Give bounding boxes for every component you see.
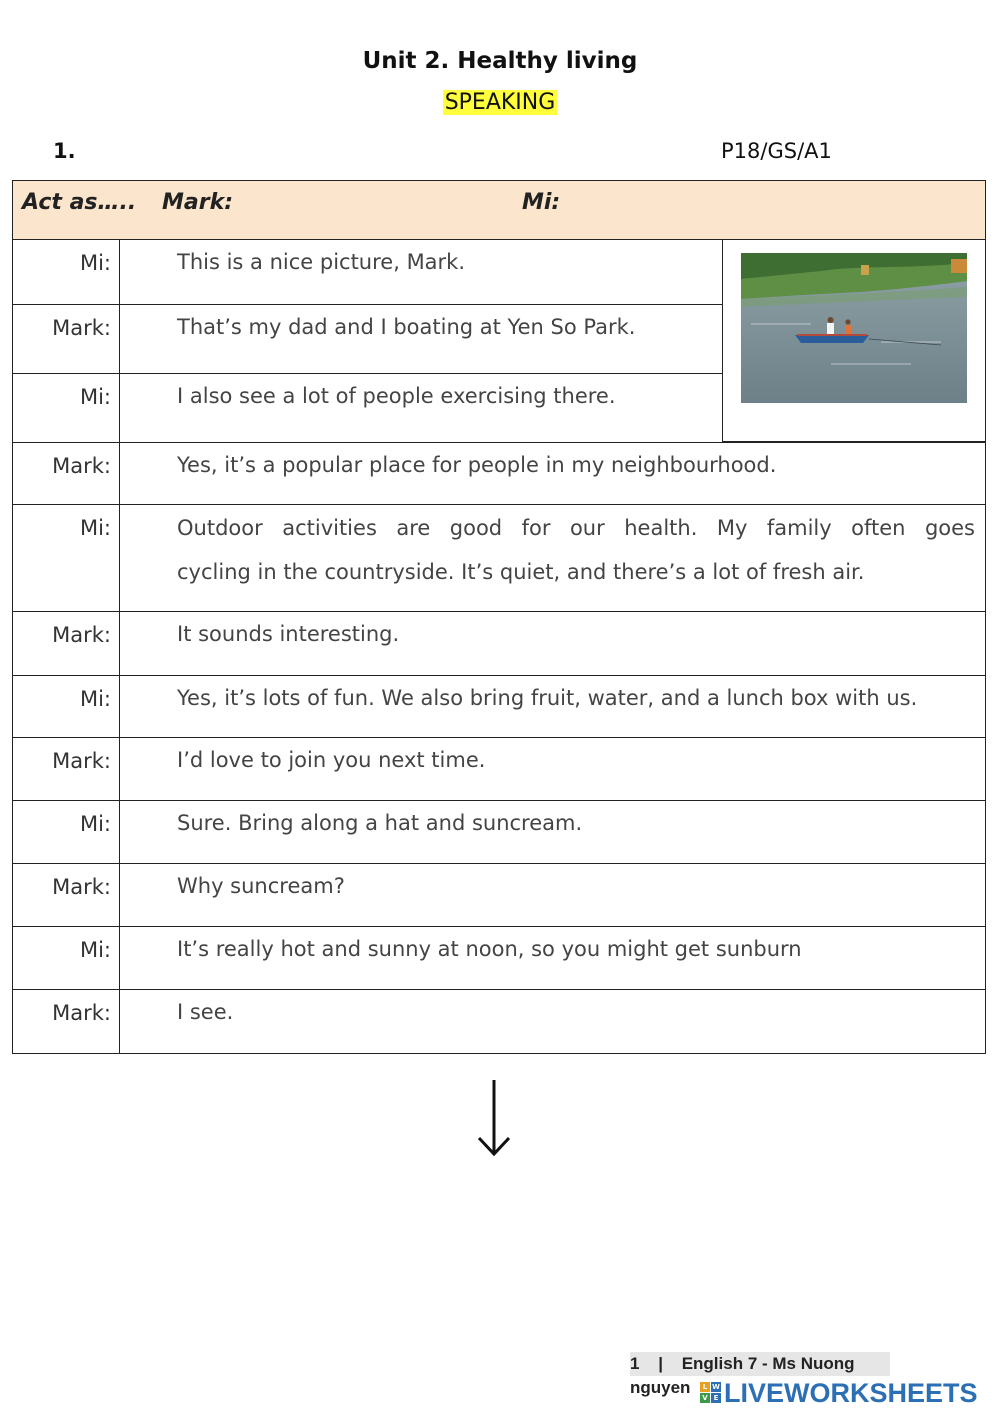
speaker-label: Mark: bbox=[13, 305, 120, 373]
dialogue-row bbox=[12, 240, 723, 305]
down-arrow-icon bbox=[474, 1078, 514, 1158]
dialogue-row bbox=[12, 374, 723, 442]
dialogue-line: That’s my dad and I boating at Yen So Park. bbox=[177, 315, 636, 339]
dialogue-row bbox=[12, 442, 986, 505]
dialogue-row bbox=[12, 990, 986, 1054]
dialogue-line: Why suncream? bbox=[177, 874, 345, 898]
dialogue-row bbox=[12, 801, 986, 864]
dialogue-line: Yes, it’s lots of fun. We also bring fruit, water, and a lunch box with us. bbox=[177, 686, 918, 710]
speaker-label: Mi: bbox=[13, 240, 120, 304]
dialogue-line-part: cycling in the countryside. It’s quiet, and there’s a lot of fresh air. bbox=[177, 560, 865, 584]
dialogue-line-part: Outdoor activities are good for our health. My family often goes bbox=[177, 516, 975, 540]
dialogue-row bbox=[12, 305, 723, 374]
brand-name: LIVEWORKSHEETS bbox=[724, 1377, 978, 1408]
dialogue-line: Yes, it’s a popular place for people in my neighbourhood. bbox=[177, 453, 777, 477]
speaker-label: Mark: bbox=[13, 864, 120, 926]
dialogue-row bbox=[12, 612, 986, 676]
footer-separator: | bbox=[658, 1354, 663, 1373]
boating-lake-photo bbox=[741, 253, 967, 403]
dialogue-row bbox=[12, 505, 986, 612]
section-heading: SPEAKING bbox=[444, 90, 556, 115]
speaker-label: Mi: bbox=[13, 927, 120, 989]
dialogue-line bbox=[177, 506, 975, 594]
mark-role-label[interactable]: Mark: bbox=[162, 190, 234, 215]
page-title: Unit 2. Healthy living bbox=[362, 48, 638, 74]
dialogue-line: It sounds interesting. bbox=[177, 622, 400, 646]
section-heading-wrapper bbox=[0, 90, 1000, 115]
dialogue-line: I see. bbox=[177, 1000, 234, 1024]
speaker-label: Mi: bbox=[13, 505, 120, 611]
liveworksheets-brand[interactable] bbox=[700, 1378, 978, 1408]
dialogue-line: I’d love to join you next time. bbox=[177, 748, 486, 772]
dialogue-line: I also see a lot of people exercising there. bbox=[177, 384, 616, 408]
dialogue-row bbox=[12, 864, 986, 927]
footer-page-number: 1 bbox=[630, 1354, 640, 1373]
mi-role-label[interactable]: Mi: bbox=[522, 190, 561, 215]
liveworksheets-logo-icon: L W V E bbox=[700, 1382, 722, 1404]
footer-course: English 7 - Ms Nuong nguyen bbox=[630, 1354, 855, 1397]
act-as-label: Act as….. bbox=[22, 190, 137, 215]
speaker-label: Mark: bbox=[13, 443, 120, 504]
speaker-label: Mark: bbox=[13, 738, 120, 800]
speaker-label: Mi: bbox=[13, 374, 120, 442]
speaker-label: Mi: bbox=[13, 801, 120, 863]
speaker-label: Mark: bbox=[13, 612, 120, 675]
dialogue-row bbox=[12, 738, 986, 801]
role-header-row bbox=[12, 180, 986, 240]
dialogue-line: It’s really hot and sunny at noon, so you might get sunburn bbox=[177, 937, 802, 961]
dialogue-row bbox=[12, 927, 986, 990]
dialogue-line: Sure. Bring along a hat and suncream. bbox=[177, 811, 583, 835]
dialogue-row bbox=[12, 676, 986, 738]
dialogue-line: This is a nice picture, Mark. bbox=[177, 250, 466, 274]
page-code: P18/GS/A1 bbox=[721, 139, 832, 163]
exercise-number: 1. bbox=[53, 139, 76, 163]
speaker-label: Mi: bbox=[13, 676, 120, 737]
speaker-label: Mark: bbox=[13, 990, 120, 1053]
